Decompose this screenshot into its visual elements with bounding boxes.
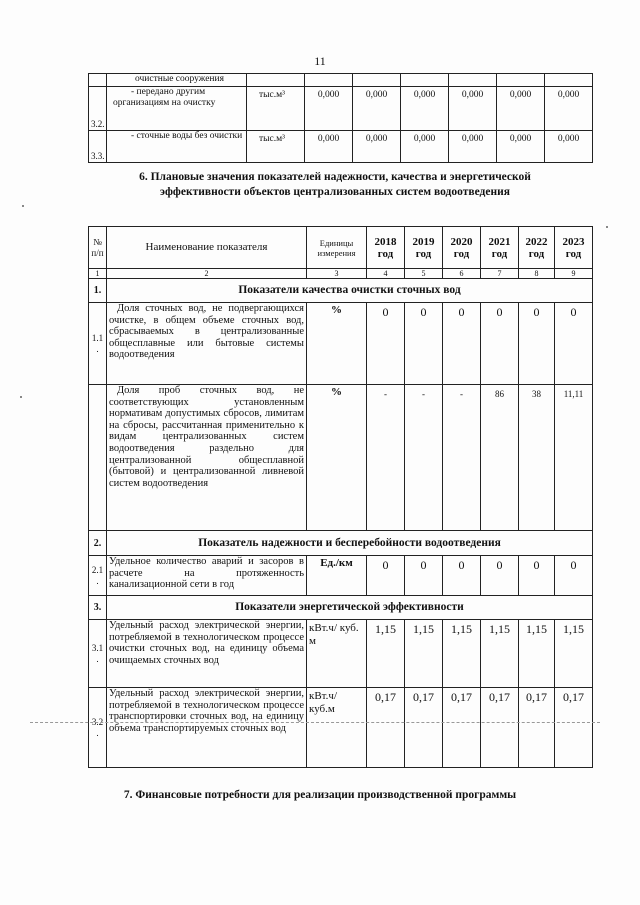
row-value: 0	[405, 556, 443, 596]
row-value: 0,17	[443, 688, 481, 768]
row-value: 0,17	[555, 688, 593, 768]
table-row	[89, 74, 593, 87]
row-value: 0,000	[449, 87, 497, 131]
col-number: 5	[405, 269, 443, 279]
row-code: 3.3.	[89, 131, 107, 163]
row-value: 0,000	[401, 87, 449, 131]
row-code: 3.2 .	[89, 688, 107, 768]
section-num: 2.	[89, 531, 107, 556]
header-name: Наименование показателя	[107, 227, 307, 269]
row-value: 0,000	[497, 131, 545, 163]
row-name: Удельный расход электрической энергии, потребляемой в технологическом процессе транспортировки сточных вод, на единицу объема транспортируемых сточных вод	[107, 688, 307, 768]
section-num: 3.	[89, 596, 107, 620]
row-value: 0,000	[353, 131, 401, 163]
row-value: 0	[367, 303, 405, 385]
row-name: очистные сооружения	[107, 74, 247, 87]
header-year: 2019 год	[405, 227, 443, 269]
section-row	[89, 531, 593, 556]
row-value: -	[405, 385, 443, 531]
row-value: 0,000	[305, 131, 353, 163]
row-value: 0	[519, 556, 555, 596]
row-unit: Ед./км	[307, 556, 367, 596]
row-value: 1,15	[519, 620, 555, 688]
section-title: Показатель надежности и бесперебойности водоотведения	[107, 531, 593, 556]
row-value: 0	[481, 303, 519, 385]
row-value: 0	[443, 556, 481, 596]
row-value: 38	[519, 385, 555, 531]
row-value: 0,000	[497, 87, 545, 131]
col-number: 2	[107, 269, 307, 279]
row-name: - передано другим организациям на очистку	[107, 87, 247, 131]
row-value: 0,000	[401, 131, 449, 163]
row-value: 1,15	[443, 620, 481, 688]
row-value: 86	[481, 385, 519, 531]
row-unit: %	[307, 385, 367, 531]
scan-artifact-line	[30, 722, 600, 723]
row-value: 0	[443, 303, 481, 385]
row-code	[89, 74, 107, 87]
header-year: 2018 год	[367, 227, 405, 269]
col-number: 6	[443, 269, 481, 279]
row-value: 1,15	[481, 620, 519, 688]
table-row	[89, 131, 593, 163]
row-unit: тыс.м³	[247, 87, 305, 131]
row-value: 0,17	[519, 688, 555, 768]
section-7-title: 7. Финансовые потребности для реализации производственной программы	[123, 789, 517, 801]
row-value: 1,15	[405, 620, 443, 688]
row-value: 0,000	[449, 131, 497, 163]
row-name: Доля сточных вод, не подвергающихся очистке, в общем объеме сточных вод, сбрасываемых в централизованные общесплавные или бытовые системы водоотведения	[107, 303, 307, 385]
row-code	[89, 385, 107, 531]
table-row	[89, 87, 593, 131]
section-title: Показатели энергетической эффективности	[107, 596, 593, 620]
page-number: 11	[314, 54, 326, 68]
table-row	[89, 385, 593, 531]
col-number: 1	[89, 269, 107, 279]
section-row	[89, 596, 593, 620]
indicators-table	[88, 226, 593, 768]
scan-speck	[606, 226, 608, 228]
header-year: 2021 год	[481, 227, 519, 269]
row-value: 0	[367, 556, 405, 596]
section-row	[89, 279, 593, 303]
row-value: 1,15	[555, 620, 593, 688]
scan-speck	[22, 205, 24, 207]
row-value: 0,17	[405, 688, 443, 768]
row-name: Удельное количество аварий и засоров в расчете на протяженность канализационной сети в год	[107, 556, 307, 596]
col-number: 7	[481, 269, 519, 279]
row-code: 2.1 .	[89, 556, 107, 596]
row-unit: кВт.ч/ куб.м	[307, 688, 367, 768]
section-title: Показатели качества очистки сточных вод	[107, 279, 593, 303]
table-header	[89, 227, 593, 269]
row-value: -	[443, 385, 481, 531]
header-year: 2023 год	[555, 227, 593, 269]
row-unit: %	[307, 303, 367, 385]
header-year: 2020 год	[443, 227, 481, 269]
column-numbers-row	[89, 269, 593, 279]
row-value: 1,15	[367, 620, 405, 688]
scan-speck	[20, 396, 22, 398]
row-name: - сточные воды без очистки	[107, 131, 247, 163]
row-name: Удельный расход электрической энергии, потребляемой в технологическом процессе очистки сточных вод, на единицу объема очищаемых сточных вод	[107, 620, 307, 688]
row-value: 0	[555, 556, 593, 596]
row-value: 0	[481, 556, 519, 596]
col-number: 3	[307, 269, 367, 279]
header-year: 2022 год	[519, 227, 555, 269]
header-units: Единицы измерения	[307, 227, 367, 269]
col-number: 4	[367, 269, 405, 279]
row-code: 1.1 .	[89, 303, 107, 385]
row-value: 0,000	[545, 87, 593, 131]
row-value: 11,11	[555, 385, 593, 531]
row-unit: тыс.м³	[247, 131, 305, 163]
header-num: № п/п	[89, 227, 107, 269]
table-row	[89, 556, 593, 596]
row-value: 0,17	[481, 688, 519, 768]
col-number: 9	[555, 269, 593, 279]
row-value: 0,17	[367, 688, 405, 768]
row-value: 0	[555, 303, 593, 385]
col-number: 8	[519, 269, 555, 279]
section-6-title: 6. Плановые значения показателей надежности, качества и энергетической эффективности объектов централизованных систем водоотведения	[139, 171, 531, 198]
row-value: 0	[405, 303, 443, 385]
table-row	[89, 620, 593, 688]
row-value: 0,000	[305, 87, 353, 131]
row-value: 0	[519, 303, 555, 385]
section-num: 1.	[89, 279, 107, 303]
table-row	[89, 303, 593, 385]
row-code: 3.2.	[89, 87, 107, 131]
continued-table	[88, 73, 593, 163]
row-value: -	[367, 385, 405, 531]
row-unit: кВт.ч/ куб. м	[307, 620, 367, 688]
row-name: Доля проб сточных вод, не соответствующих установленным нормативам допустимых сбросов, лимитам на сбросы, рассчитанная применительно к видам централизованных систем водоотведения раздельно для централизованной общесплавной (бытовой) и централизованной ливневой систем водоотведения	[107, 385, 307, 531]
table-row	[89, 688, 593, 768]
row-value: 0,000	[545, 131, 593, 163]
row-value: 0,000	[353, 87, 401, 131]
row-code: 3.1 .	[89, 620, 107, 688]
